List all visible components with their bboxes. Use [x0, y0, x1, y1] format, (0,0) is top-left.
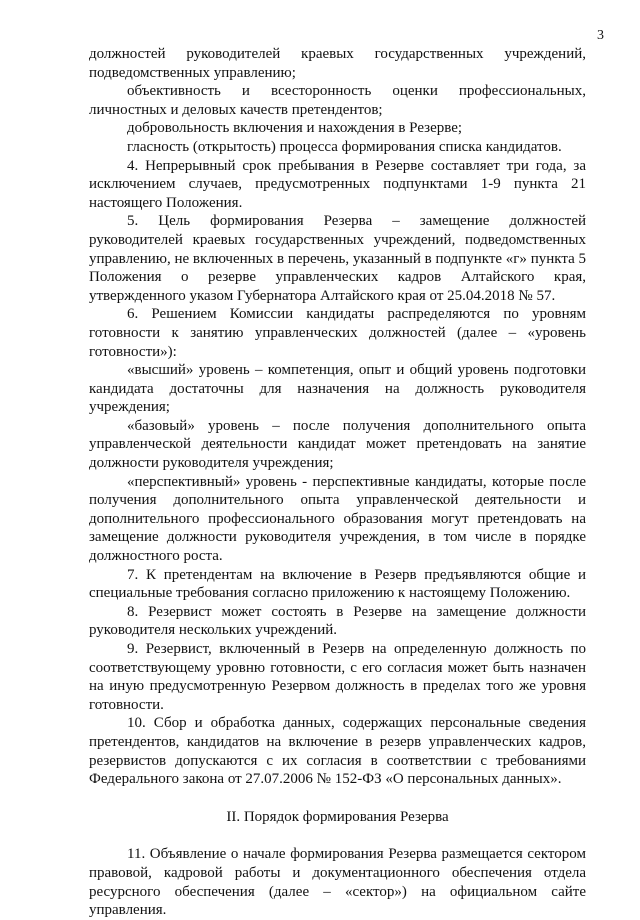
- clause-10: 10. Сбор и обработка данных, содержащих персональные сведения претендентов, кандидатов на включение в резерв управленческих кадров, резервистов допускаются с их согласия в соответствии с требованиями Федерального закона от 27.07.2006 № 152-ФЗ «О персональных данных».: [89, 715, 586, 788]
- clause-5: 5. Цель формирования Резерва – замещение должностей руководителей краевых государственных учреждений, подведомственных управлению, не включенных в перечень, указанный в подпункте «г» пункта 5 Положения о резерве управленческих кадров Алтайского края, утвержденного указом Губернатора Алтайского края от 25.04.2018 № 57.: [89, 213, 586, 304]
- clause-7: 7. К претендентам на включение в Резерв предъявляются общие и специальные требования согласно приложению к настоящему Положению.: [89, 566, 586, 602]
- section-heading: II. Порядок формирования Резерва: [226, 808, 449, 825]
- clause-6: 6. Решением Комиссии кандидаты распределяются по уровням готовности к занятию управленческих должностей (далее – «уровень готовности»):: [89, 306, 586, 360]
- principle-publicity: гласность (открытость) процесса формирования списка кандидатов.: [127, 138, 562, 155]
- document-body: [89, 45, 586, 920]
- level-prospective: «перспективный» уровень - перспективные кандидаты, которые после получения дополнительного опыта управленческой деятельности и дополнительного профессионального образования могут претендовать на замещение должности руководителя учреждения, в том числе в порядке должностного роста.: [89, 473, 586, 565]
- page-number: 3: [597, 28, 604, 43]
- clause-9: 9. Резервист, включенный в Резерв на определенную должность по соответствующему уровню готовности, с его согласия может быть назначен на иную предусмотренную Резервом должность в пределах того же уровня готовности.: [89, 641, 586, 713]
- principle-objectivity: объективность и всесторонность оценки профессиональных, личностных и деловых качеств претендентов;: [89, 83, 586, 118]
- clause-8: 8. Резервист может состоять в Резерве на замещение должности руководителя нескольких учреждений.: [89, 603, 586, 639]
- principle-voluntariness: добровольность включения и нахождения в Резерве;: [127, 120, 463, 137]
- level-highest: «высший» уровень – компетенция, опыт и общий уровень подготовки кандидата достаточны для назначения на должность руководителя учреждения;: [89, 362, 586, 416]
- clause-4: 4. Непрерывный срок пребывания в Резерве составляет три года, за исключением случаев, предусмотренных подпунктами 1-9 пункта 21 настоящего Положения.: [89, 157, 586, 211]
- clause-11: 11. Объявление о начале формирования Резерва размещается сектором правовой, кадровой работы и документационного обеспечения отдела ресурсного обеспечения (далее – «сектор») на официальном сайте управления.: [89, 846, 586, 919]
- level-basic: «базовый» уровень – после получения дополнительного опыта управленческой деятельности кандидат может претендовать на занятие должности руководителя учреждения;: [89, 417, 586, 472]
- paragraph-continuation: должностей руководителей краевых государственных учреждений, подведомственных управлению;: [89, 46, 586, 81]
